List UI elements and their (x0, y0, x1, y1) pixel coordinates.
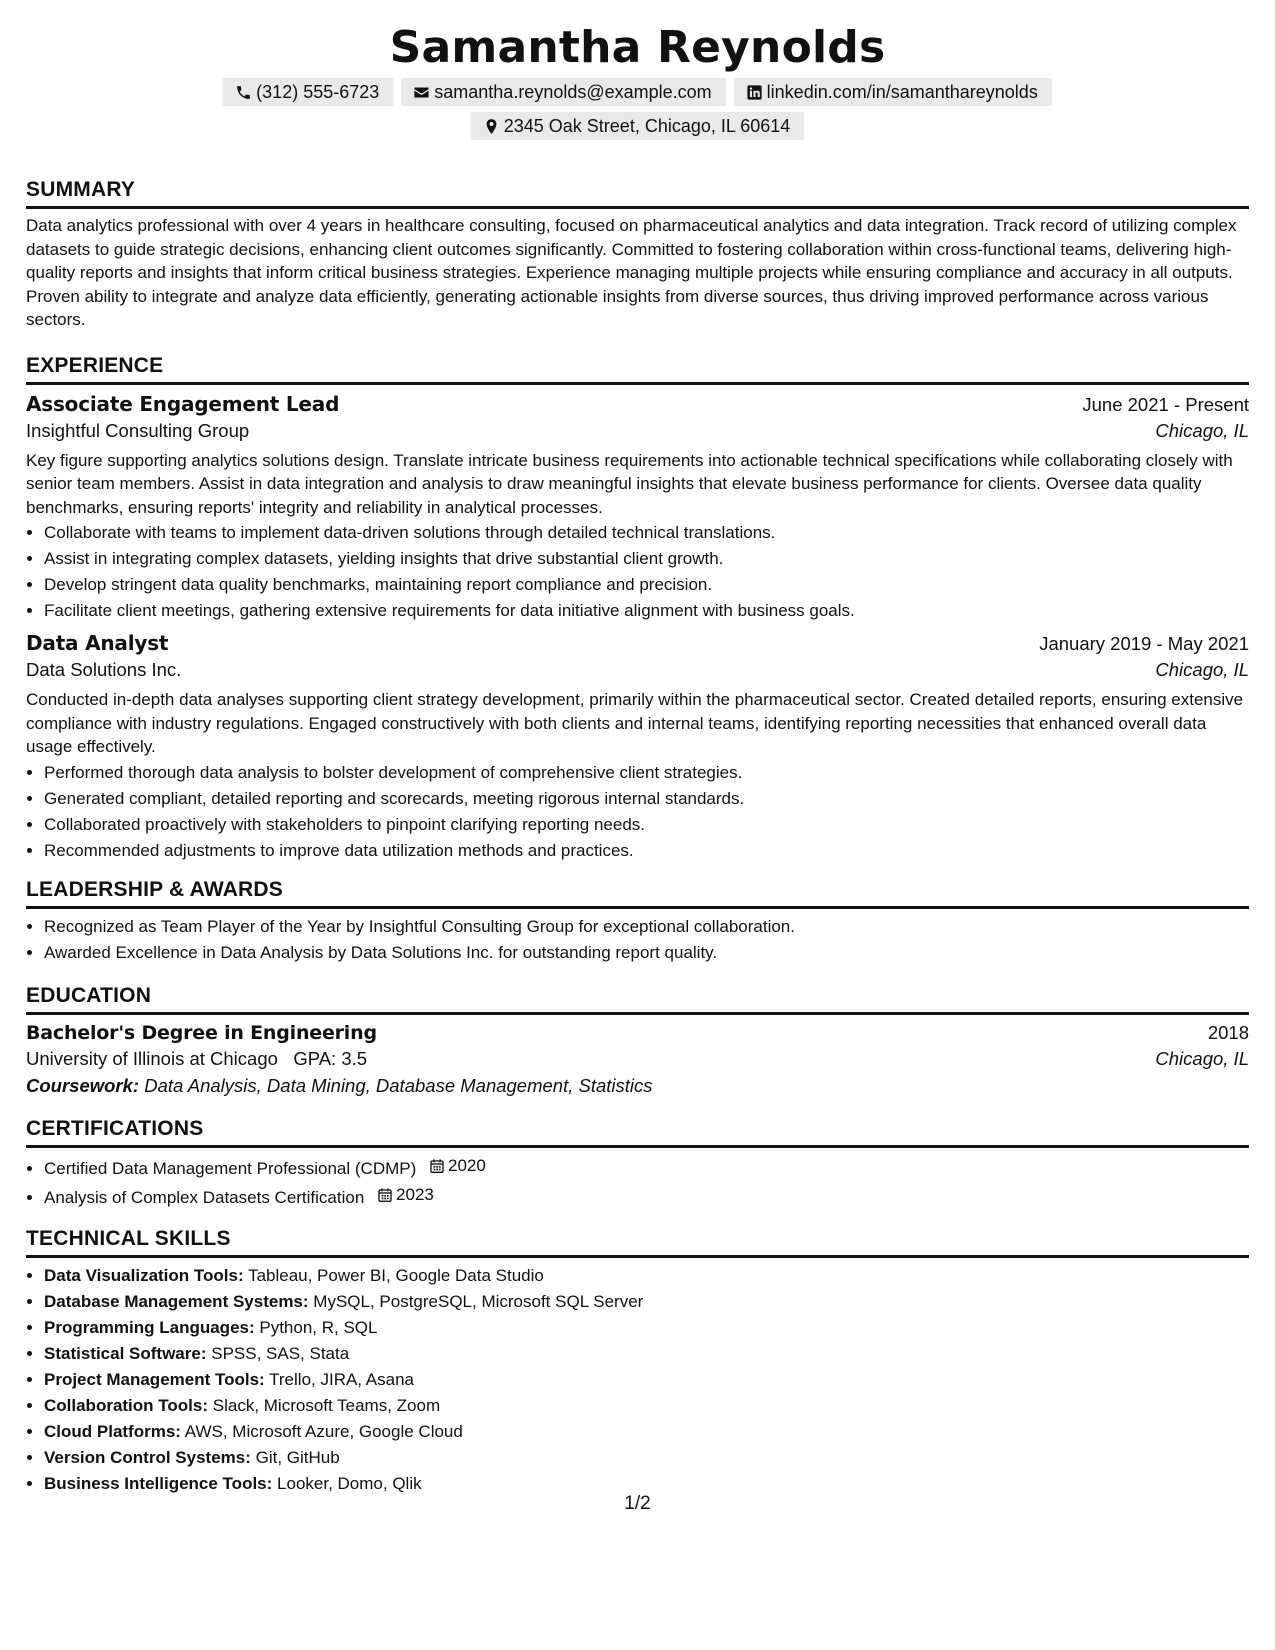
job-description: Key figure supporting analytics solutions design. Translate intricate business requirements into actionable technical specifications while collaborating closely with senior team members. Assist in data integration and analysis to draw meaningful insights that elevate business performance for clients. Oversee data quality benchmarks, ensuring reports' integrity and reliability in analytical processes. (26, 450, 1233, 517)
calendar-icon (377, 1187, 393, 1203)
job-entry (26, 631, 1249, 864)
skill-label: Data Visualization Tools: (44, 1265, 244, 1285)
skill-label: Programming Languages: (44, 1317, 255, 1337)
skill-label: Database Management Systems: (44, 1291, 309, 1311)
calendar-icon (429, 1158, 445, 1174)
list-item: • Recommended adjustments to improve data utilization methods and practices. (44, 838, 1249, 864)
job-location: Chicago, IL (1155, 419, 1249, 441)
education-header (26, 1022, 1249, 1044)
skill-value: Python, R, SQL (259, 1317, 378, 1337)
coursework (26, 1075, 1249, 1097)
school-name: University of Illinois at Chicago (26, 1047, 278, 1069)
skill-value: AWS, Microsoft Azure, Google Cloud (184, 1421, 463, 1441)
cert-date (377, 1182, 434, 1208)
page-number: 1/2 (624, 1493, 651, 1514)
school-line (26, 1048, 367, 1070)
experience-heading: EXPERIENCE (26, 354, 1249, 385)
contact-row-1 (26, 78, 1249, 106)
list-item: • Develop stringent data quality benchmarks, maintaining report compliance and precision. (44, 572, 1249, 598)
skill-label: Business Intelligence Tools: (44, 1473, 273, 1493)
summary-heading: SUMMARY (26, 178, 1249, 209)
skill-value: Git, GitHub (255, 1447, 340, 1467)
list-item: • Awarded Excellence in Data Analysis by Data Solutions Inc. for outstanding report quality. (44, 940, 1249, 966)
degree: Bachelor's Degree in Engineering (26, 1021, 377, 1044)
job-location: Chicago, IL (1155, 659, 1249, 680)
job-dates: June 2021 - Present (1082, 393, 1249, 415)
gpa: GPA: 3.5 (293, 1047, 368, 1069)
cert-date (429, 1153, 486, 1179)
cert-year: 2023 (396, 1184, 434, 1204)
graduation-year: 2018 (1207, 1021, 1249, 1043)
resume-content (26, 0, 1249, 1497)
summary-text: Data analytics professional with over 4 years in healthcare consulting, focused on pharmaceutical analytics and data integration. Track record of utilizing complex datasets to guide strategic decisions, enhancing client outcomes significantly. Committed to fostering collaboration within cross-functional teams, delivering high-quality reports and insights that inform critical business strategies. Experience managing multiple projects while ensuring compliance and accuracy in all outputs. Proven ability to integrate and analyze data efficiently, generating actionable insights from diverse sources, thus driving improved performance across various sectors. (26, 216, 1237, 329)
job-subheader (26, 659, 1249, 681)
address-chip (471, 112, 805, 140)
skills-section (26, 1227, 1249, 1497)
skill-value: Looker, Domo, Qlik (277, 1473, 422, 1493)
job-description: Conducted in-depth data analyses supporting client strategy development, primarily within the pharmaceutical sector. Created detailed reports, ensuring extensive compliance with industry regulations. Engaged constructively with both clients and internal teams, identifying reporting necessities that enhanced overall data usage effectively. (26, 690, 1244, 756)
summary-section (26, 178, 1249, 332)
cert-name: Analysis of Complex Datasets Certification (44, 1187, 365, 1207)
skill-value: MySQL, PostgreSQL, Microsoft SQL Server (313, 1291, 644, 1311)
certifications-heading: CERTIFICATIONS (26, 1117, 1249, 1148)
job-role: Associate Engagement Lead (26, 391, 340, 416)
linkedin-icon (746, 84, 763, 101)
cert-year: 2020 (448, 1155, 486, 1175)
coursework-list: Data Analysis, Data Mining, Database Management, Statistics (144, 1074, 653, 1096)
skill-label: Version Control Systems: (44, 1447, 251, 1467)
envelope-icon (413, 84, 430, 101)
skill-value: SPSS, SAS, Stata (211, 1343, 350, 1363)
skill-label: Statistical Software: (44, 1343, 207, 1363)
list-item: • Performed thorough data analysis to bolster development of comprehensive client strategies. (44, 760, 1249, 786)
job-header (26, 631, 1249, 655)
map-marker-icon (483, 118, 500, 135)
list-item (44, 1315, 1249, 1341)
job-bullets (26, 520, 1249, 624)
skill-value: Slack, Microsoft Teams, Zoom (212, 1395, 441, 1415)
school-location: Chicago, IL (1155, 1047, 1249, 1069)
linkedin-text: linkedin.com/in/samanthareynolds (766, 82, 1038, 102)
certifications-section (26, 1117, 1249, 1211)
job-entry (26, 392, 1249, 625)
list-item: • Recognized as Team Player of the Year by Insightful Consulting Group for exceptional collaboration. (44, 914, 1249, 940)
list-item: • Assist in integrating complex datasets, yielding insights that drive substantial client growth. (44, 546, 1249, 572)
phone-text: (312) 555-6723 (256, 82, 380, 102)
experience-section (26, 354, 1249, 864)
linkedin-chip[interactable] (734, 78, 1052, 106)
list-item (44, 1182, 1249, 1211)
job-dates: January 2019 - May 2021 (1039, 633, 1249, 654)
job-subheader (26, 420, 1249, 442)
skill-label: Collaboration Tools: (44, 1395, 209, 1415)
email-text: samantha.reynolds@example.com (434, 82, 712, 102)
leadership-heading: LEADERSHIP & AWARDS (26, 878, 1249, 909)
phone-icon (235, 84, 252, 101)
email-chip[interactable] (401, 78, 725, 106)
coursework-label: Coursework: (26, 1074, 140, 1096)
skill-label: Project Management Tools: (44, 1369, 265, 1389)
job-company: Data Solutions Inc. (26, 659, 182, 680)
phone-chip[interactable] (223, 78, 393, 106)
cert-name: Certified Data Management Professional (CDMP) (44, 1158, 417, 1178)
list-item: • Collaborate with teams to implement data-driven solutions through detailed technical translations. (44, 520, 1249, 546)
list-item (44, 1289, 1249, 1315)
list-item (44, 1341, 1249, 1367)
list-item: • Generated compliant, detailed reporting and scorecards, meeting rigorous internal standards. (44, 786, 1249, 812)
candidate-name: Samantha Reynolds (389, 22, 886, 73)
education-subheader (26, 1048, 1249, 1070)
list-item (44, 1445, 1249, 1471)
skill-label: Cloud Platforms: (44, 1421, 181, 1441)
certifications-list (26, 1153, 1249, 1211)
contact-row-2 (26, 112, 1249, 140)
list-item (44, 1393, 1249, 1419)
list-item (44, 1263, 1249, 1289)
list-item (44, 1367, 1249, 1393)
skills-list (26, 1263, 1249, 1497)
skill-value: Tableau, Power BI, Google Data Studio (248, 1265, 544, 1285)
job-company: Insightful Consulting Group (26, 419, 250, 441)
job-bullets (26, 760, 1249, 864)
skills-heading: TECHNICAL SKILLS (26, 1227, 1249, 1258)
list-item (44, 1153, 1249, 1182)
leadership-section (26, 878, 1249, 966)
address-text: 2345 Oak Street, Chicago, IL 60614 (503, 116, 791, 136)
education-section (26, 984, 1249, 1097)
leadership-list (26, 914, 1249, 966)
job-header (26, 392, 1249, 416)
list-item: • Collaborated proactively with stakeholders to pinpoint clarifying reporting needs. (44, 812, 1249, 838)
list-item (44, 1419, 1249, 1445)
skill-value: Trello, JIRA, Asana (269, 1369, 415, 1389)
list-item: • Facilitate client meetings, gathering extensive requirements for data initiative alignment with business goals. (44, 598, 1249, 624)
education-heading: EDUCATION (26, 984, 1249, 1015)
job-role: Data Analyst (26, 631, 169, 655)
